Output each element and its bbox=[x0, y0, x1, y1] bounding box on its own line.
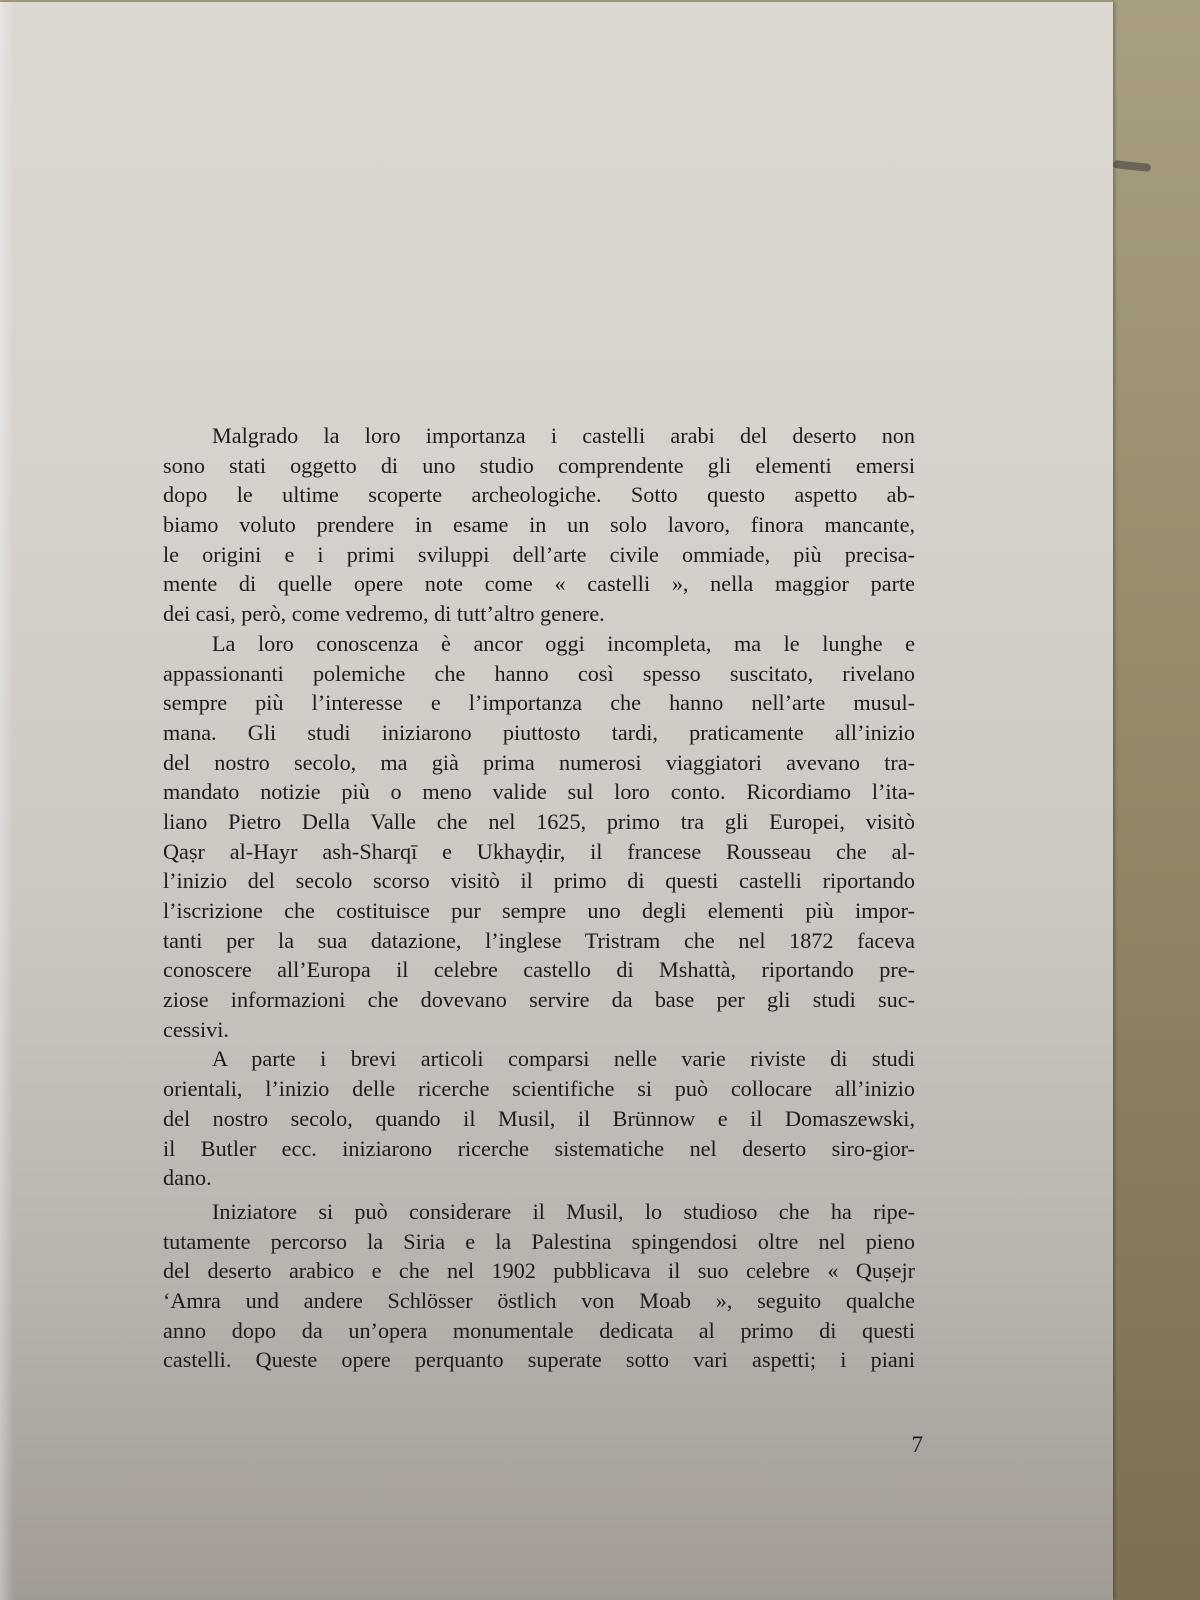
text-line: il Butler ecc. iniziarono ricerche sistematiche nel deserto siro-gior- bbox=[163, 1135, 915, 1161]
text-line: sempre più l’interesse e l’importanza che hanno nell’arte musul- bbox=[163, 690, 915, 716]
paragraph-2 bbox=[163, 629, 915, 1045]
text-line: Malgrado la loro importanza i castelli arabi del deserto non bbox=[212, 423, 915, 448]
page-number: 7 bbox=[911, 1432, 923, 1457]
text-line: l’iscrizione che costituisce pur sempre uno degli elementi più impor- bbox=[163, 898, 915, 923]
text-line: conoscere all’Europa il celebre castello di Mshattà, riportando pre- bbox=[163, 957, 915, 983]
text-line: dano. bbox=[163, 1165, 212, 1191]
text-line: mana. Gli studi iniziarono piuttosto tardi, praticamente all’inizio bbox=[163, 719, 915, 745]
text-line: appassionanti polemiche che hanno così spesso suscitato, rivelano bbox=[163, 660, 915, 686]
text-line: anno dopo da un’opera monumentale dedicata al primo di questi bbox=[163, 1317, 915, 1343]
text-line: ziose informazioni che dovevano servire da base per gli studi suc- bbox=[163, 987, 915, 1013]
text-line: La loro conoscenza è ancor oggi incompleta, ma le lunghe e bbox=[212, 630, 915, 656]
text-line: mente di quelle opere note come « castelli », nella maggior parte bbox=[163, 571, 915, 597]
text-line: del deserto arabico e che nel 1902 pubblicava il suo celebre « Quṣejr bbox=[163, 1258, 915, 1284]
text-line: dei casi, però, come vedremo, di tutt’altro genere. bbox=[163, 601, 605, 627]
text-line: tanti per la sua datazione, l’inglese Tristram che nel 1872 faceva bbox=[163, 927, 915, 953]
text-line: l’inizio del secolo scorso visitò il primo di questi castelli riportando bbox=[163, 868, 915, 894]
text-line: sono stati oggetto di uno studio comprendente gli elementi emersi bbox=[163, 452, 915, 478]
paragraph-1 bbox=[163, 421, 915, 629]
body-text bbox=[163, 421, 915, 1375]
paragraph-4 bbox=[163, 1197, 915, 1375]
text-line: del nostro secolo, quando il Musil, il Brünnow e il Domaszewski, bbox=[163, 1105, 915, 1131]
text-line: biamo voluto prendere in esame in un solo lavoro, finora mancante, bbox=[163, 512, 915, 538]
text-line: tutamente percorso la Siria e la Palestina spingendosi oltre nel pieno bbox=[163, 1228, 915, 1254]
text-line: Qaṣr al-Hayr ash-Sharqī e Ukhayḍir, il francese Rousseau che al- bbox=[163, 838, 915, 864]
text-line: dopo le ultime scoperte archeologiche. Sotto questo aspetto ab- bbox=[163, 482, 915, 508]
text-line: del nostro secolo, ma già prima numerosi viaggiatori avevano tra- bbox=[163, 749, 915, 775]
text-line: Iniziatore si può considerare il Musil, lo studioso che ha ripe- bbox=[212, 1198, 915, 1224]
paragraph-3 bbox=[163, 1044, 915, 1192]
text-line: cessivi. bbox=[163, 1016, 229, 1042]
text-line: orientali, l’inizio delle ricerche scientifiche si può collocare all’inizio bbox=[163, 1076, 915, 1102]
text-line: mandato notizie più o meno valide sul loro conto. Ricordiamo l’ita- bbox=[163, 779, 915, 805]
text-line: le origini e i primi sviluppi dell’arte civile ommiade, più precisa- bbox=[163, 541, 915, 567]
text-line: ‘Amra und andere Schlösser östlich von Moab », seguito qualche bbox=[163, 1287, 915, 1313]
text-line: castelli. Queste opere perquanto superate sotto vari aspetti; i piani bbox=[163, 1347, 915, 1373]
text-line: liano Pietro Della Valle che nel 1625, primo tra gli Europei, visitò bbox=[163, 808, 915, 834]
text-line: A parte i brevi articoli comparsi nelle varie riviste di studi bbox=[212, 1046, 915, 1072]
